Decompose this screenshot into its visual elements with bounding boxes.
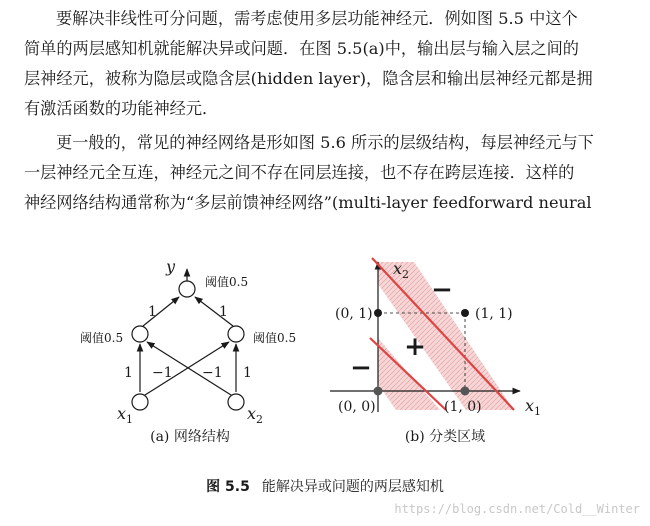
paragraph-line: 有激活函数的功能神经元． <box>24 99 219 118</box>
hidden-neuron-1 <box>132 326 148 342</box>
input-neuron-2 <box>228 394 244 410</box>
paragraph-line: 层神经元，被称为隐层或隐含层(hidden layer)，隐含层和输出层神经元都是拥 <box>24 69 593 88</box>
watermark: https://blog.csdn.net/Cold__Winter <box>394 502 640 516</box>
input-1-label: $x_1$ <box>117 404 134 426</box>
weight-x1-h1: 1 <box>124 365 133 381</box>
paragraph-line: 神经网络结构通常称为“多层前馈神经网络”(multi-layer feedforward neural <box>24 193 592 212</box>
weight-x2-h2: 1 <box>243 365 252 381</box>
point-1-1 <box>461 309 469 317</box>
input-neuron-1 <box>132 394 148 410</box>
point-label-1-0: (1, 0) <box>444 399 482 415</box>
minus-region-top-label: − <box>431 275 453 305</box>
weight-x2-h1: −1 <box>202 365 223 381</box>
paragraph-line: 要解决非线性可分问题，需考虑使用多层功能神经元．例如图 5.5 中这个 <box>56 9 578 28</box>
hidden-neuron-2 <box>228 326 244 342</box>
input-2-label: $x_2$ <box>247 404 264 426</box>
paragraph-line: 一层神经元全互连，神经元之间不存在同层连接，也不存在跨层连接．这样的 <box>24 163 575 182</box>
output-label: y <box>166 257 176 276</box>
paragraph-line: 更一般的，常见的神经网络是形如图 5.6 所示的层级结构，每层神经元与下 <box>56 133 594 152</box>
network-diagram <box>80 257 296 445</box>
output-neuron <box>179 281 195 297</box>
hidden-2-threshold: 阈值0.5 <box>253 331 297 345</box>
weight-x1-h2: −1 <box>152 365 173 381</box>
point-label-1-1: (1, 1) <box>475 306 513 322</box>
network-subcaption: (a) 网络结构 <box>150 429 230 445</box>
minus-region-left-label: − <box>350 353 372 383</box>
weight-top-right: 1 <box>219 304 228 320</box>
figure-caption-text: 能解决异或问题的两层感知机 <box>261 479 444 495</box>
axis-x2-label: $x_2$ <box>393 259 410 281</box>
figure-caption <box>0 476 650 496</box>
point-0-1 <box>374 309 382 317</box>
plus-region-label: + <box>404 332 426 362</box>
axis-x1-label: $x_1$ <box>525 396 542 418</box>
region-subcaption: (b) 分类区域 <box>404 429 486 445</box>
region-diagram <box>330 258 541 445</box>
figure-number: 图 5.5 <box>206 479 250 495</box>
weight-top-left: 1 <box>148 304 157 320</box>
point-label-0-0: (0, 0) <box>338 399 376 415</box>
point-1-0 <box>461 387 470 396</box>
paragraph-line: 简单的两层感知机就能解决异或问题．在图 5.5(a)中，输出层与输入层之间的 <box>24 39 579 58</box>
point-0-0 <box>374 387 383 396</box>
point-label-0-1: (0, 1) <box>335 306 373 322</box>
output-threshold: 阈值0.5 <box>205 275 249 289</box>
hidden-1-threshold: 阈值0.5 <box>80 331 124 345</box>
